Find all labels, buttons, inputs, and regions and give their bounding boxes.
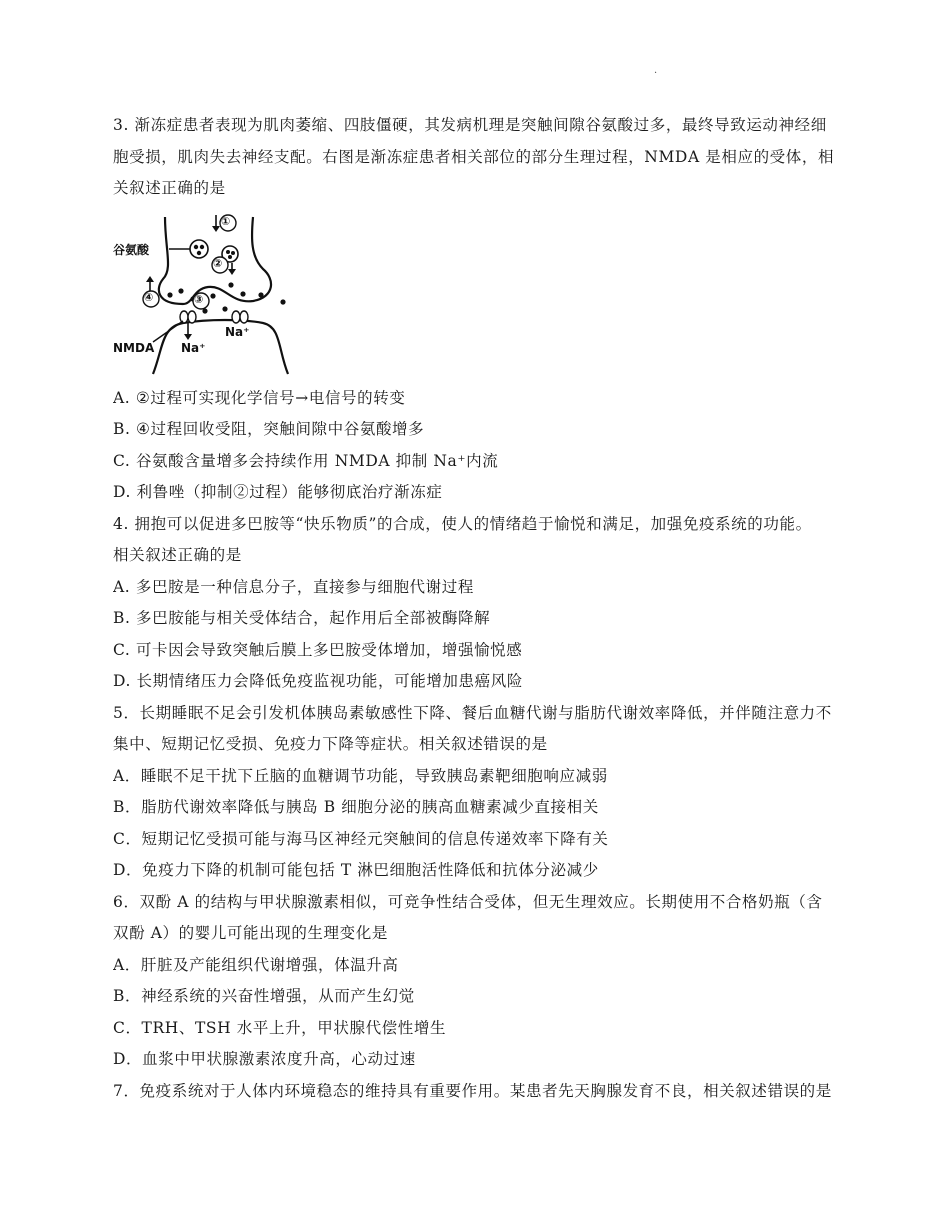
option-d: D. 利鲁唑（抑制②过程）能够彻底治疗渐冻症 [113, 483, 443, 501]
nmda-channel [180, 311, 188, 323]
na-label-channel: Na⁺ [225, 324, 250, 339]
question-4 [113, 509, 843, 698]
question-stem-line: 5．长期睡眠不足会引发机体胰岛素敏感性下降、餐后血糖代谢与脂肪代谢效率降低，并伴随注意力不 [113, 703, 832, 722]
na-inflow-arrow-head [184, 334, 192, 340]
nmda-pointer [153, 321, 183, 342]
header-mark: · [654, 68, 658, 79]
arrow-4-head [146, 276, 154, 282]
vesicle-content [200, 244, 204, 248]
nmda-channel [188, 311, 196, 323]
step-1-label: ① [221, 214, 231, 228]
step-2-label: ② [213, 256, 223, 270]
vesicle-content [197, 250, 201, 254]
question-stem-line: 6．双酚 A 的结构与甲状腺激素相似，可竞争性结合受体，但无生理效应。长期使用不合格奶瓶（含 [113, 892, 823, 911]
nmda-channel [232, 311, 240, 323]
option-a: A．肝脏及产能组织代谢增强，体温升高 [113, 955, 399, 974]
vesicle-content [231, 251, 235, 255]
question-stem-line: 7．免疫系统对于人体内环境稳态的维持具有重要作用。某患者先天胸腺发育不良，相关叙述错误的是 [113, 1081, 832, 1100]
arrow-2-head [228, 269, 236, 275]
question-stem-line: 4. 拥抱可以促进多巴胺等“快乐物质”的合成，使人的情绪趋于愉悦和满足，加强免疫系统的功能。 [113, 514, 812, 533]
option-a: A．睡眠不足干扰下丘脑的血糖调节功能，导致胰岛素靶细胞响应减弱 [113, 766, 608, 785]
option-a: A. ②过程可实现化学信号→电信号的转变 [113, 388, 406, 407]
option-c: C. 谷氨酸含量增多会持续作用 NMDA 抑制 Na⁺内流 [113, 451, 499, 470]
option-b: B. 多巴胺能与相关受体结合，起作用后全部被酶降解 [113, 609, 491, 627]
arrow-1-head [212, 226, 220, 232]
vesicle [190, 240, 208, 258]
vesicle-content [228, 255, 232, 259]
step-3-label: ③ [194, 292, 204, 306]
option-c: C．短期记忆受损可能与海马区神经元突触间的信息传递效率下降有关 [113, 829, 609, 848]
option-d: D．血浆中甲状腺激素浓度升高，心动过速 [113, 1050, 416, 1068]
question-5 [113, 698, 843, 887]
question-7 [113, 1076, 843, 1108]
nmda-channel [240, 311, 248, 323]
option-c: C. 可卡因会导致突触后膜上多巴胺受体增加，增强愉悦感 [113, 640, 523, 659]
synapse-diagram [113, 209, 313, 377]
question-stem-line: 胞受损，肌肉失去神经支配。右图是渐冻症患者相关部位的部分生理过程，NMDA 是相应的受体，相 [113, 147, 835, 166]
option-a: A. 多巴胺是一种信息分子，直接参与细胞代谢过程 [113, 577, 474, 596]
vesicle-content [226, 250, 230, 254]
question-stem-line: 3. 渐冻症患者表现为肌肉萎缩、四肢僵硬，其发病机理是突触间隙谷氨酸过多，最终导致运动神经细 [113, 116, 827, 134]
option-b: B．神经系统的兴奋性增强，从而产生幻觉 [113, 987, 415, 1005]
question-6 [113, 887, 843, 1076]
question-stem-line: 相关叙述正确的是 [113, 546, 242, 564]
option-d: D．免疫力下降的机制可能包括 T 淋巴细胞活性降低和抗体分泌减少 [113, 861, 599, 879]
step-4-label: ④ [144, 290, 154, 304]
question-list [113, 110, 843, 1107]
option-c: C．TRH、TSH 水平上升，甲状腺代偿性增生 [113, 1018, 447, 1037]
option-d: D. 长期情绪压力会降低免疫监视功能，可能增加患癌风险 [113, 672, 523, 690]
question-stem-line: 集中、短期记忆受损、免疫力下降等症状。相关叙述错误的是 [113, 735, 548, 753]
question-3 [113, 110, 843, 509]
question-stem-line: 关叙述正确的是 [113, 179, 226, 197]
nmda-label: NMDA [113, 340, 155, 355]
question-stem-line: 双酚 A）的婴儿可能出现的生理变化是 [113, 924, 388, 942]
vesicle-content [194, 244, 198, 248]
option-b: B. ④过程回收受阻，突触间隙中谷氨酸增多 [113, 420, 425, 438]
glutamate-label: 谷氨酸 [113, 242, 150, 257]
na-label-inflow: Na⁺ [181, 340, 206, 355]
option-b: B．脂肪代谢效率降低与胰岛 B 细胞分泌的胰高血糖素减少直接相关 [113, 798, 599, 816]
